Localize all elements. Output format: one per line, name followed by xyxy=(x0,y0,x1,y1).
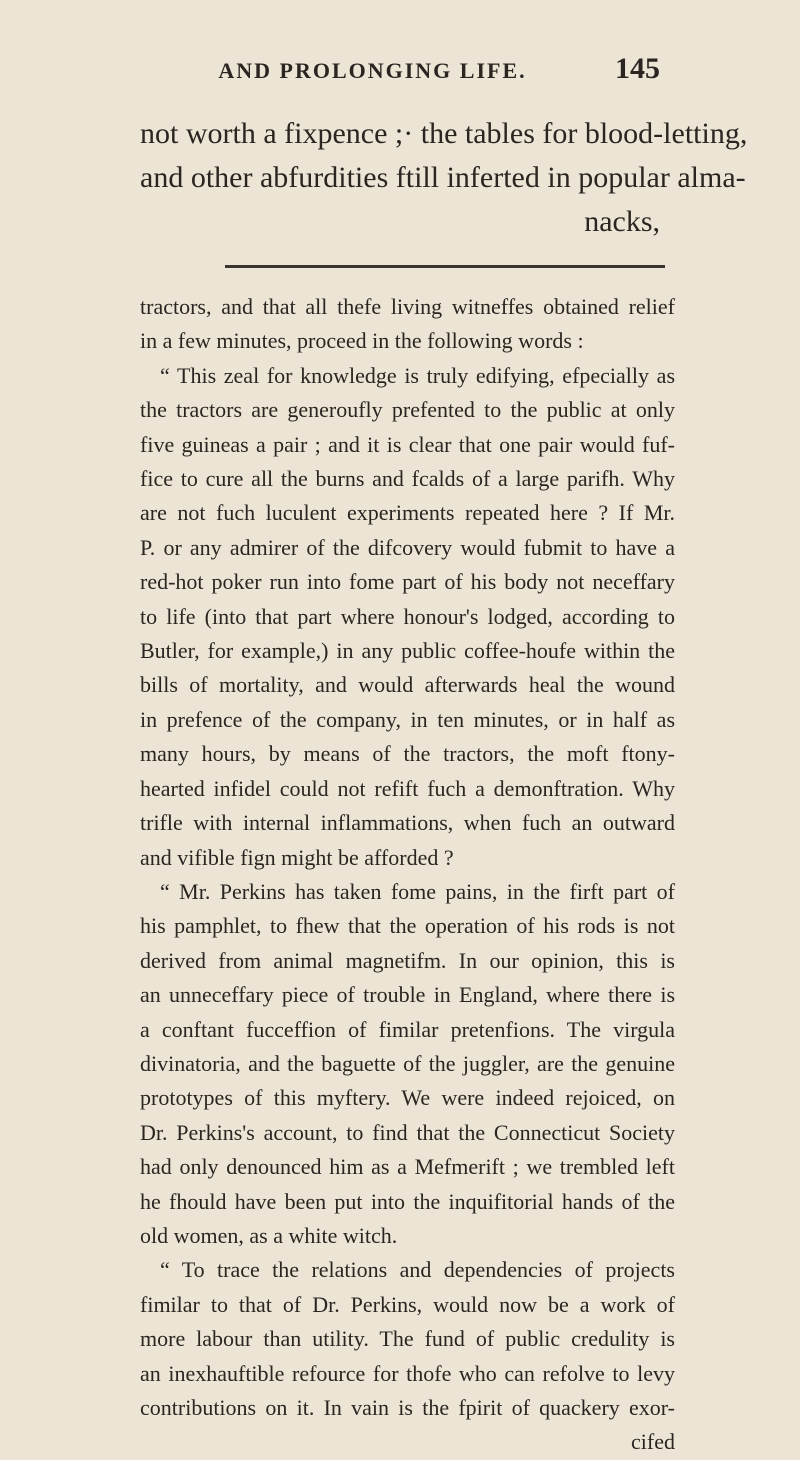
text-line: five guineas a pair ; and it is clear that one pair would fuf- xyxy=(140,431,675,457)
text-line: derived from animal magnetifm. In our opinion, this is xyxy=(140,947,675,973)
text-line: he fhould have been put into the inquifitorial hands of the xyxy=(140,1188,675,1214)
text-line: an unneceffary piece of trouble in England, where there is xyxy=(140,982,675,1008)
text-line: nacks, xyxy=(584,205,660,238)
text-line: “ Mr. Perkins has taken fome pains, in the firft part of xyxy=(160,878,675,904)
text-line: divinatoria, and the baguette of the juggler, are the genuine xyxy=(140,1050,675,1076)
text-line: fimilar to that of Dr. Perkins, would now be a work of xyxy=(140,1291,675,1317)
continued-text-block xyxy=(140,112,748,244)
text-line: many hours, by means of the tractors, the moft ftony- xyxy=(140,741,675,767)
text-line: not worth a fixpence ;· the tables for blood-letting, xyxy=(140,117,748,150)
section-divider xyxy=(225,265,665,268)
text-line: prototypes of this myftery. We were indeed rejoiced, on xyxy=(140,1085,675,1111)
text-line: Dr. Perkins's account, to find that the Connecticut Society xyxy=(140,1119,675,1145)
text-line: in a few minutes, proceed in the following words : xyxy=(140,328,584,354)
text-line: old women, as a white witch. xyxy=(140,1222,398,1248)
text-line: fice to cure all the burns and fcalds of a large parifh. Why xyxy=(140,466,675,492)
text-line: a conftant fucceffion of fimilar pretenfions. The virgula xyxy=(140,1016,675,1042)
text-line: trifle with internal inflammations, when fuch an outward xyxy=(140,810,675,836)
text-line: and other abfurdities ftill inferted in popular alma- xyxy=(140,161,746,194)
text-line: more labour than utility. The fund of public credulity is xyxy=(140,1326,675,1352)
text-line: hearted infidel could not refift fuch a demonftration. Why xyxy=(140,775,675,801)
text-line: and vifible fign might be afforded ? xyxy=(140,844,454,870)
text-line: to life (into that part where honour's lodged, according to xyxy=(140,603,675,629)
text-line: the tractors are generoufly prefented to the public at only xyxy=(140,397,675,423)
text-line: his pamphlet, to fhew that the operation of his rods is not xyxy=(140,913,675,939)
text-line: red-hot poker run into fome part of his body not neceffary xyxy=(140,569,675,595)
catchword: cifed xyxy=(631,1429,675,1455)
text-line: P. or any admirer of the difcovery would fubmit to have a xyxy=(140,534,675,560)
page-number: 145 xyxy=(615,52,660,85)
page-header xyxy=(140,52,660,86)
text-line: in prefence of the company, in ten minutes, or in half as xyxy=(140,706,675,732)
text-line: Butler, for example,) in any public coffee-houfe within the xyxy=(140,638,675,664)
text-line: had only denounced him as a Mefmerift ; we trembled left xyxy=(140,1154,675,1180)
text-line: tractors, and that all thefe living witneffes obtained relief xyxy=(140,294,675,319)
text-line: are not fuch luculent experiments repeated here ? If Mr. xyxy=(140,500,675,526)
text-line: “ To trace the relations and dependencies of projects xyxy=(160,1257,675,1283)
running-head: AND PROLONGING LIFE. xyxy=(218,58,527,83)
text-line: an inexhauftible refource for thofe who can refolve to levy xyxy=(140,1360,675,1386)
body-text xyxy=(140,290,675,1460)
text-line: bills of mortality, and would afterwards heal the wound xyxy=(140,672,675,698)
text-line: “ This zeal for knowledge is truly edifying, efpecially as xyxy=(160,362,675,388)
text-line: contributions on it. In vain is the fpirit of quackery exor- xyxy=(140,1395,675,1420)
